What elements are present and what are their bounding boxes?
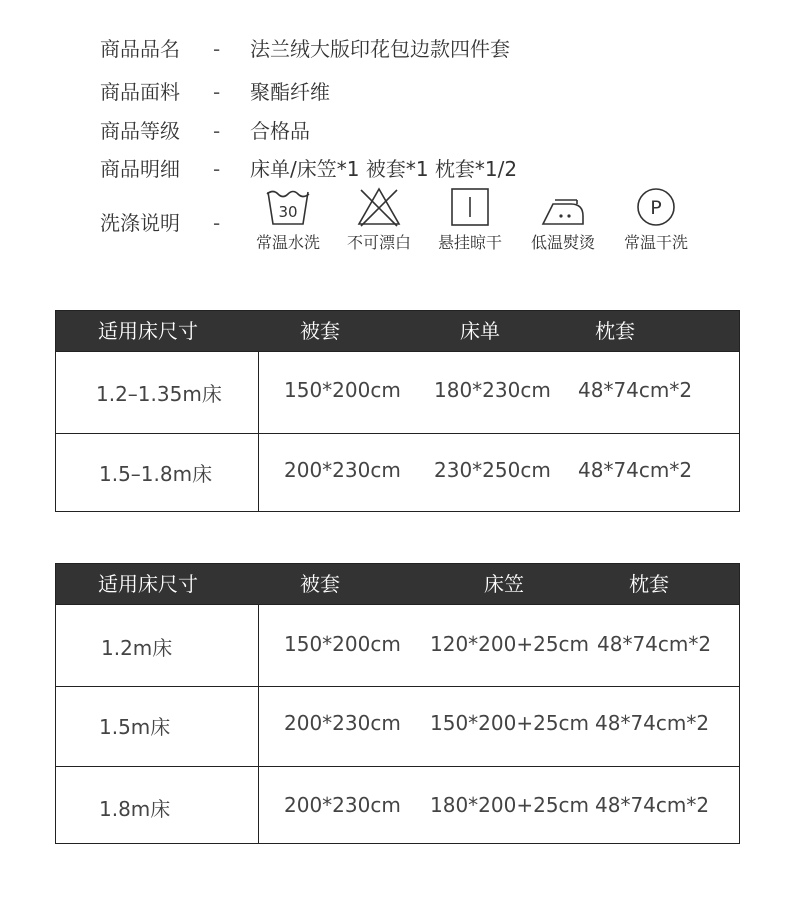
info-dash: - bbox=[213, 37, 221, 61]
header-duvet: 被套 bbox=[300, 572, 340, 596]
care-caption: 不可漂白 bbox=[346, 233, 411, 252]
info-dash: - bbox=[213, 211, 221, 235]
cell-bed-size: 1.5–1.8m床 bbox=[99, 462, 213, 486]
cell-pillowcase: 48*74cm*2 bbox=[595, 711, 710, 735]
care-item-wash bbox=[245, 186, 331, 253]
cell-fitted-sheet: 180*200+25cm bbox=[430, 793, 590, 817]
care-caption: 常温水洗 bbox=[255, 233, 320, 252]
cell-duvet: 200*230cm bbox=[284, 793, 401, 817]
hang-dry-icon bbox=[446, 186, 494, 228]
cell-bed-size: 1.2–1.35m床 bbox=[96, 382, 222, 406]
care-caption: 常温干洗 bbox=[623, 233, 688, 252]
cell-pillowcase: 48*74cm*2 bbox=[597, 632, 712, 656]
info-value: 合格品 bbox=[250, 119, 310, 143]
header-sheet: 床单 bbox=[460, 319, 500, 343]
info-label: 商品等级 bbox=[100, 119, 180, 143]
header-duvet: 被套 bbox=[300, 319, 340, 343]
cell-fitted-sheet: 150*200+25cm bbox=[430, 711, 590, 735]
info-dash: - bbox=[213, 119, 221, 143]
wash-30-icon bbox=[264, 186, 312, 228]
cell-sheet: 180*230cm bbox=[434, 378, 551, 402]
cell-pillowcase: 48*74cm*2 bbox=[595, 793, 710, 817]
info-value: 床单/床笠*1 被套*1 枕套*1/2 bbox=[250, 157, 518, 181]
cell-duvet: 150*200cm bbox=[284, 378, 401, 402]
care-instructions bbox=[248, 186, 718, 258]
cell-sheet: 230*250cm bbox=[434, 458, 551, 482]
cell-pillowcase: 48*74cm*2 bbox=[578, 458, 693, 482]
care-item-bleach bbox=[336, 186, 422, 253]
care-item-dryclean bbox=[613, 186, 699, 253]
header-pillowcase: 枕套 bbox=[595, 319, 635, 343]
table-row bbox=[56, 686, 739, 766]
header-bed-size: 适用床尺寸 bbox=[98, 572, 198, 596]
dry-clean-letter: P bbox=[650, 197, 662, 219]
care-item-iron bbox=[520, 186, 606, 253]
cell-duvet: 200*230cm bbox=[284, 458, 401, 482]
table-header bbox=[56, 564, 739, 604]
low-iron-icon bbox=[539, 186, 587, 228]
info-label: 商品品名 bbox=[100, 37, 180, 61]
table-header bbox=[56, 311, 739, 351]
info-value: 法兰绒大版印花包边款四件套 bbox=[250, 37, 510, 61]
cell-duvet: 200*230cm bbox=[284, 711, 401, 735]
no-bleach-icon bbox=[355, 186, 403, 228]
info-value: 聚酯纤维 bbox=[250, 80, 330, 104]
wash-temp: 30 bbox=[278, 203, 298, 221]
cell-bed-size: 1.2m床 bbox=[101, 636, 173, 660]
table-row bbox=[56, 604, 739, 686]
table-row bbox=[56, 351, 739, 433]
header-bed-size: 适用床尺寸 bbox=[98, 319, 198, 343]
column-divider bbox=[258, 604, 259, 843]
column-divider bbox=[258, 351, 259, 511]
care-caption: 悬挂晾干 bbox=[437, 233, 502, 252]
header-fitted-sheet: 床笠 bbox=[484, 572, 524, 596]
header-pillowcase: 枕套 bbox=[629, 572, 669, 596]
info-label: 商品明细 bbox=[100, 157, 180, 181]
info-label: 洗涤说明 bbox=[100, 211, 180, 235]
table-row bbox=[56, 433, 739, 512]
dry-clean-p-icon bbox=[632, 186, 680, 228]
care-item-hang bbox=[427, 186, 513, 253]
table-row bbox=[56, 766, 739, 846]
cell-fitted-sheet: 120*200+25cm bbox=[430, 632, 590, 656]
info-dash: - bbox=[213, 157, 221, 181]
cell-bed-size: 1.8m床 bbox=[99, 797, 171, 821]
info-dash: - bbox=[213, 80, 221, 104]
care-caption: 低温熨烫 bbox=[530, 233, 595, 252]
cell-bed-size: 1.5m床 bbox=[99, 715, 171, 739]
size-table-fitted-sheet bbox=[55, 563, 740, 844]
info-label: 商品面料 bbox=[100, 80, 180, 104]
cell-duvet: 150*200cm bbox=[284, 632, 401, 656]
size-table-flat-sheet bbox=[55, 310, 740, 512]
cell-pillowcase: 48*74cm*2 bbox=[578, 378, 693, 402]
